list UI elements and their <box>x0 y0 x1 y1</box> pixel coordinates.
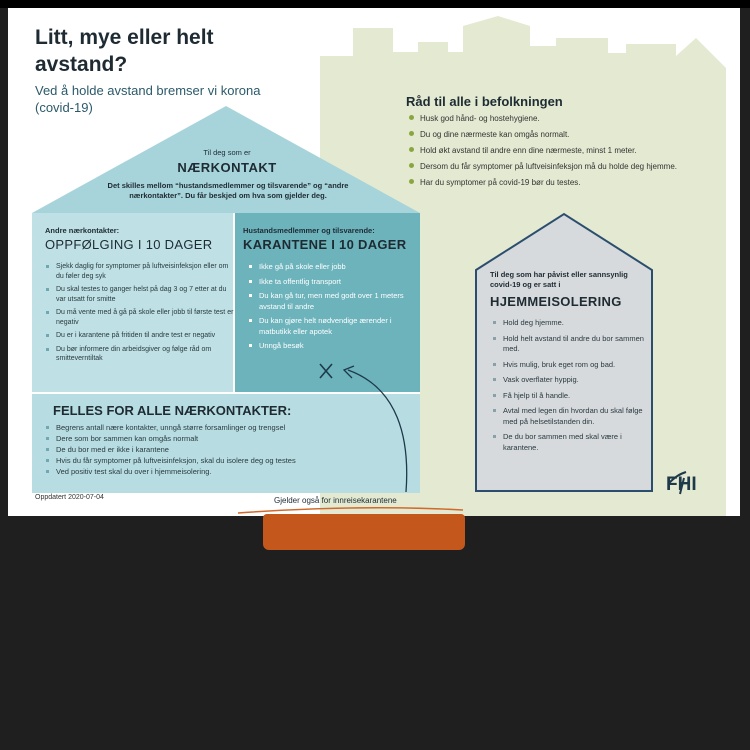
hjemmeisolering-list <box>492 318 652 458</box>
list-item: Har du symptomer på covid-19 bør du testes. <box>408 177 728 193</box>
advice-title: Råd til alle i befolkningen <box>406 94 563 109</box>
naerkontakt-intro: Til deg som er <box>203 148 251 157</box>
page-title: Litt, mye eller helt avstand? <box>35 26 214 76</box>
list-item: Du kan gå tur, men med godt over 1 meters avstand til andre <box>248 291 418 312</box>
fhi-logo: FHI <box>666 474 697 495</box>
list-item: Husk god hånd- og hostehygiene. <box>408 113 728 129</box>
karantene-list <box>248 262 418 356</box>
list-item: Hvis du får symptomer på luftveisinfeksjon, skal du isolere deg og testes <box>45 456 405 466</box>
karantene-intro: Hustandsmedlemmer og tilsvarende: <box>243 226 375 235</box>
hjemmeisolering-heading: HJEMMEISOLERING <box>490 294 622 309</box>
poster-sheet <box>8 8 740 516</box>
advice-list <box>408 113 728 193</box>
oppfolging-list <box>45 262 235 368</box>
top-black-strip <box>0 0 750 8</box>
felles-heading: FELLES FOR ALLE NÆRKONTAKTER: <box>53 403 292 418</box>
updated-date: Oppdatert 2020-07-04 <box>35 494 104 501</box>
list-item: Du må vente med å gå på skole eller jobb til første test er negativ <box>45 308 235 327</box>
list-item: Avtal med legen din hvordan du skal følge med på helsetilstanden din. <box>492 406 652 427</box>
footer-note: Gjelder også for innreisekarantene <box>274 496 397 505</box>
page-subtitle: Ved å holde avstand bremser vi korona (covid-19) <box>35 83 261 115</box>
naerkontakt-heading: NÆRKONTAKT <box>177 160 277 175</box>
list-item: Sjekk daglig for symptomer på luftveisinfeksjon eller om du føler deg syk <box>45 262 235 281</box>
list-item: Hold helt avstand til andre du bor sammen med. <box>492 334 652 355</box>
list-item: De du bor med er ikke i karantene <box>45 445 405 455</box>
list-item: Unngå besøk <box>248 341 418 352</box>
list-item: Hvis mulig, bruk eget rom og bad. <box>492 360 652 371</box>
list-item: Få hjelp til å handle. <box>492 391 652 402</box>
karantene-heading: KARANTENE I 10 DAGER <box>243 237 407 252</box>
hjemmeisolering-intro: Til deg som har påvist eller sannsynlig covid-19 og er satt i <box>490 270 628 289</box>
list-item: De du bor sammen med skal være i karantene. <box>492 432 652 453</box>
list-item: Ved positiv test skal du over i hjemmeisolering. <box>45 467 405 477</box>
oppfolging-intro: Andre nærkontakter: <box>45 226 120 235</box>
list-item: Hold deg hjemme. <box>492 318 652 329</box>
list-item: Du bør informere din arbeidsgiver og følge råd om smitteverntiltak <box>45 345 235 364</box>
list-item: Du og dine nærmeste kan omgås normalt. <box>408 129 728 145</box>
oppfolging-heading: OPPFØLGING I 10 DAGER <box>45 237 213 252</box>
list-item: Dersom du får symptomer på luftveisinfeksjon må du holde deg hjemme. <box>408 161 728 177</box>
naerkontakt-description: Det skilles mellom “hustandsmedlemmer og tilsvarende” og “andre nærkontakter”. Du får beskjed om hva som gjelder deg. <box>107 181 349 200</box>
list-item: Begrens antall nære kontakter, unngå større forsamlinger og trengsel <box>45 423 405 433</box>
list-item: Ikke gå på skole eller jobb <box>248 262 418 273</box>
list-item: Dere som bor sammen kan omgås normalt <box>45 434 405 444</box>
list-item: Hold økt avstand til andre enn dine nærmeste, minst 1 meter. <box>408 145 728 161</box>
list-item: Du skal testes to ganger helst på dag 3 og 7 etter at du var utsatt for smitte <box>45 285 235 304</box>
list-item: Vask overflater hyppig. <box>492 375 652 386</box>
felles-list <box>45 423 405 478</box>
list-item: Du er i karantene på fritiden til andre test er negativ <box>45 331 235 341</box>
list-item: Ikke ta offentlig transport <box>248 277 418 288</box>
list-item: Du kan gjøre helt nødvendige ærender i matbutikk eller apotek <box>248 316 418 337</box>
orange-scribble-block <box>263 514 465 550</box>
